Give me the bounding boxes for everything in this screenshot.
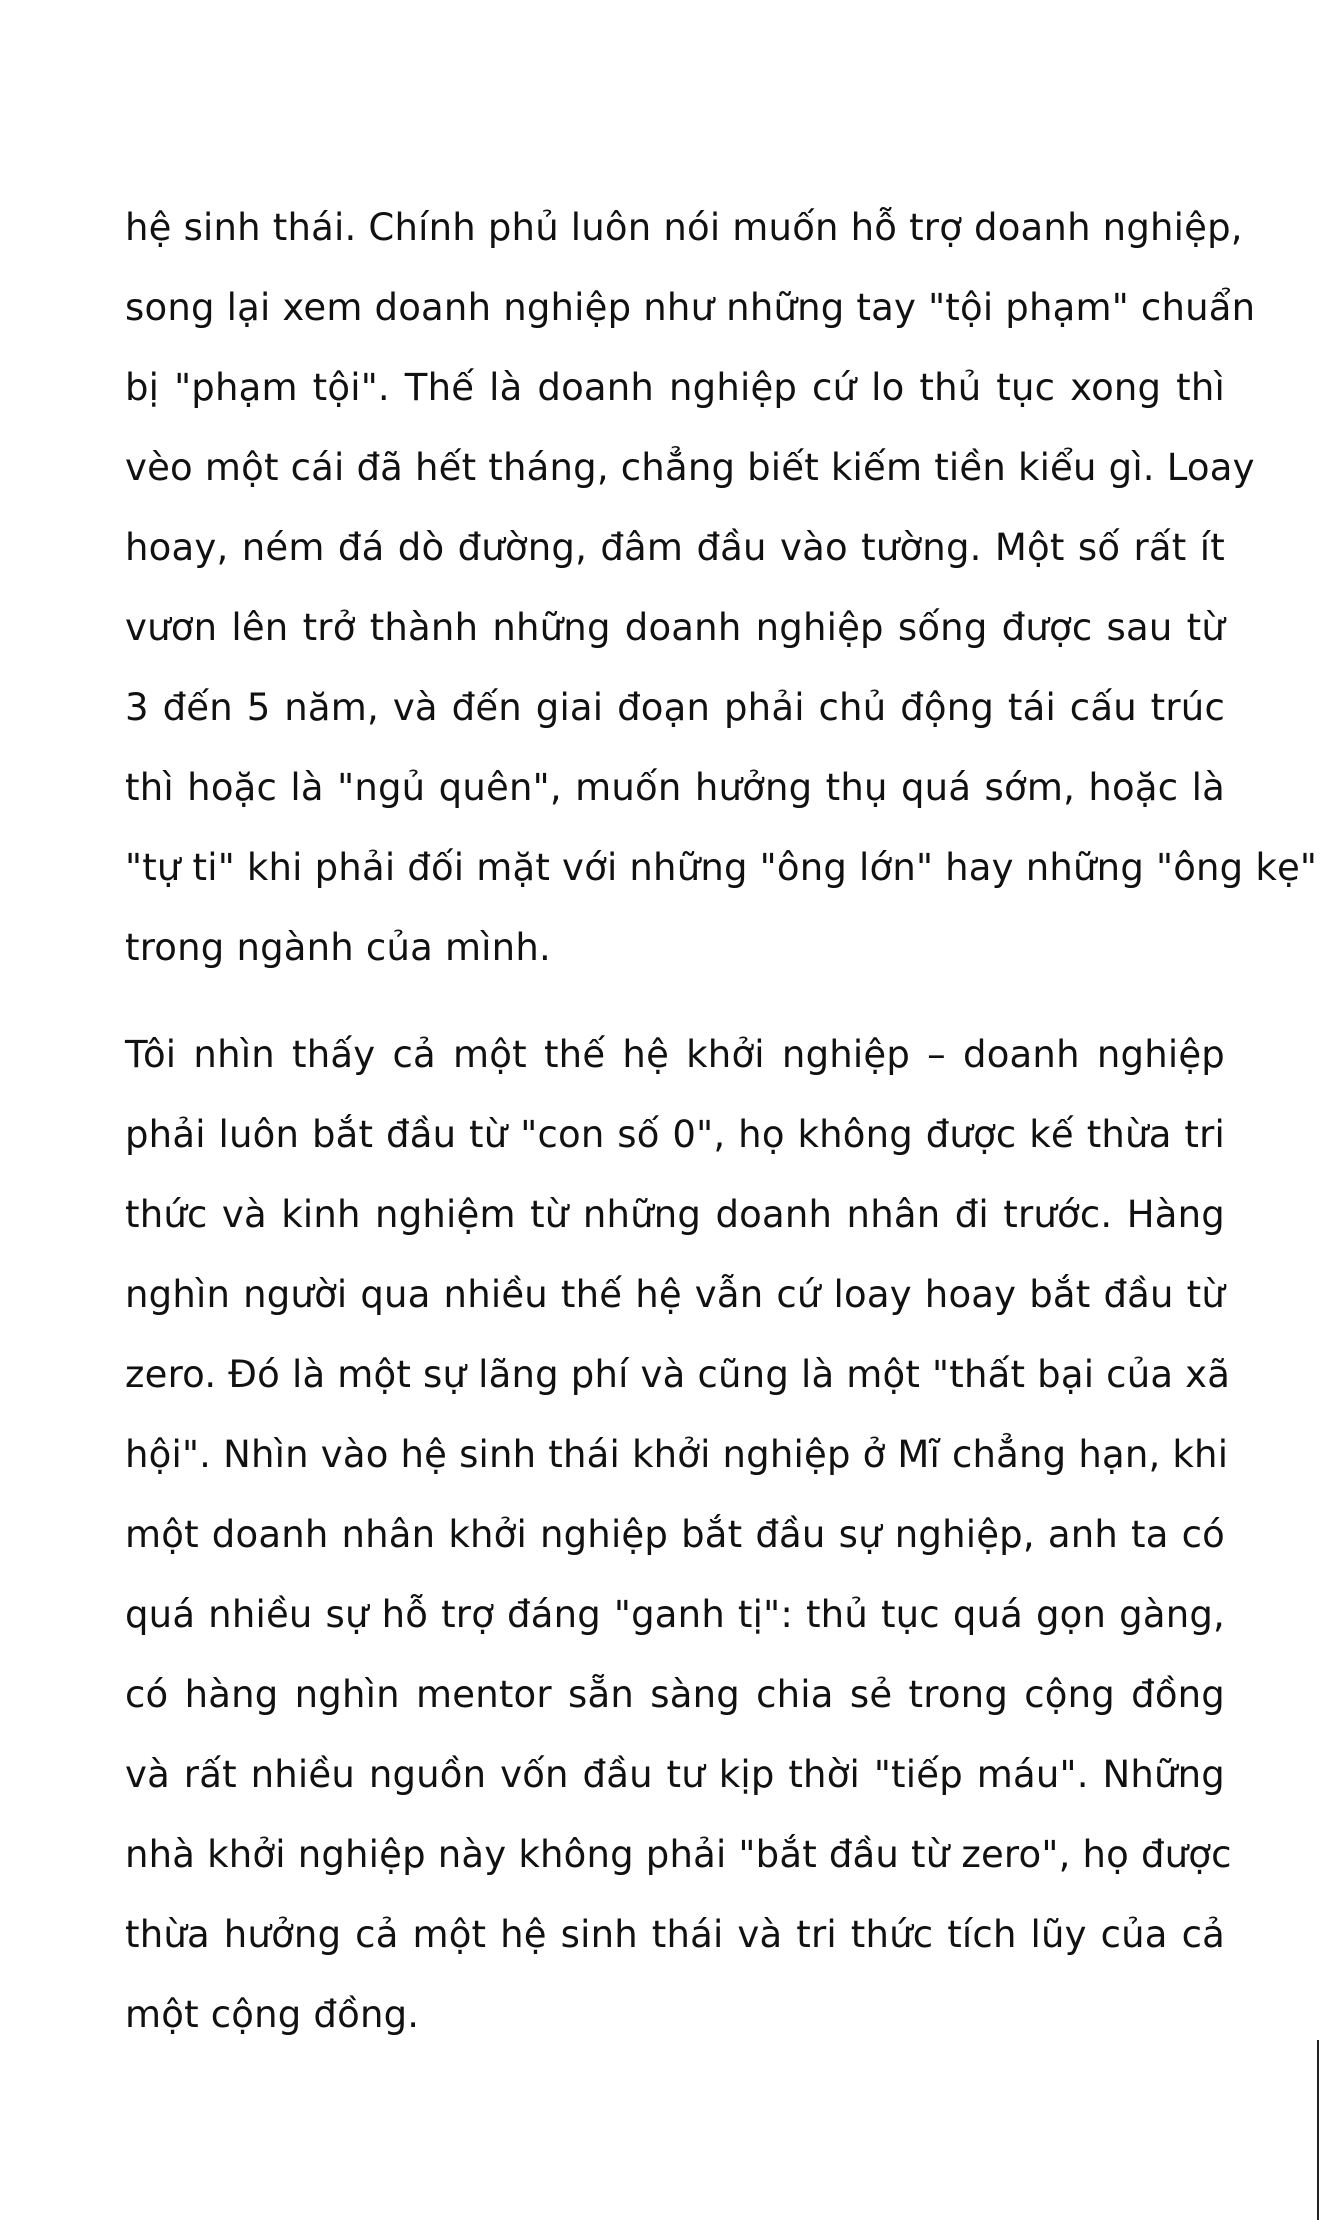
text-line: bị "phạm tội". Thế là doanh nghiệp cứ lo thủ tục xong thì: [125, 366, 1225, 409]
text-line: phải luôn bắt đầu từ "con số 0", họ không được kế thừa tri: [125, 1113, 1225, 1156]
text-line: nhà khởi nghiệp này không phải "bắt đầu từ zero", họ được: [125, 1833, 1232, 1876]
text-line: vèo một cái đã hết tháng, chẳng biết kiếm tiền kiểu gì. Loay: [125, 446, 1255, 489]
text-line: 3 đến 5 năm, và đến giai đoạn phải chủ động tái cấu trúc: [125, 686, 1225, 729]
text-line: song lại xem doanh nghiệp như những tay "tội phạm" chuẩn: [125, 286, 1256, 329]
text-line: hệ sinh thái. Chính phủ luôn nói muốn hỗ trợ doanh nghiệp,: [125, 206, 1243, 249]
text-line: "tự ti" khi phải đối mặt với những "ông lớn" hay những "ông kẹ": [125, 846, 1318, 889]
text-line: Tôi nhìn thấy cả một thế hệ khởi nghiệp – doanh nghiệp: [125, 1033, 1225, 1076]
text-line: và rất nhiều nguồn vốn đầu tư kịp thời "tiếp máu". Những: [125, 1753, 1225, 1796]
text-line-last: trong ngành của mình.: [125, 926, 551, 969]
text-line: vươn lên trở thành những doanh nghiệp sống được sau từ: [125, 606, 1225, 649]
paragraph-startup-generation: [125, 1015, 1232, 2055]
text-line: thừa hưởng cả một hệ sinh thái và tri thức tích lũy của cả: [125, 1913, 1225, 1956]
text-line: hội". Nhìn vào hệ sinh thái khởi nghiệp ở Mĩ chẳng hạn, khi: [125, 1433, 1229, 1476]
text-line: nghìn người qua nhiều thế hệ vẫn cứ loay hoay bắt đầu từ: [125, 1273, 1225, 1316]
text-line: một doanh nhân khởi nghiệp bắt đầu sự nghiệp, anh ta có: [125, 1513, 1225, 1556]
text-line: thì hoặc là "ngủ quên", muốn hưởng thụ quá sớm, hoặc là: [125, 766, 1225, 809]
text-line: zero. Đó là một sự lãng phí và cũng là một "thất bại của xã: [125, 1353, 1231, 1396]
text-line-last: một cộng đồng.: [125, 1993, 420, 2036]
text-line: quá nhiều sự hỗ trợ đáng "ganh tị": thủ tục quá gọn gàng,: [125, 1593, 1225, 1636]
text-line: có hàng nghìn mentor sẵn sàng chia sẻ trong cộng đồng: [125, 1673, 1225, 1716]
text-line: thức và kinh nghiệm từ những doanh nhân đi trước. Hàng: [125, 1193, 1225, 1236]
paragraph-ecosystem: [125, 188, 1318, 988]
text-line: hoay, ném đá dò đường, đâm đầu vào tường. Một số rất ít: [125, 526, 1225, 569]
scan-edge-line: [1317, 2040, 1319, 2220]
